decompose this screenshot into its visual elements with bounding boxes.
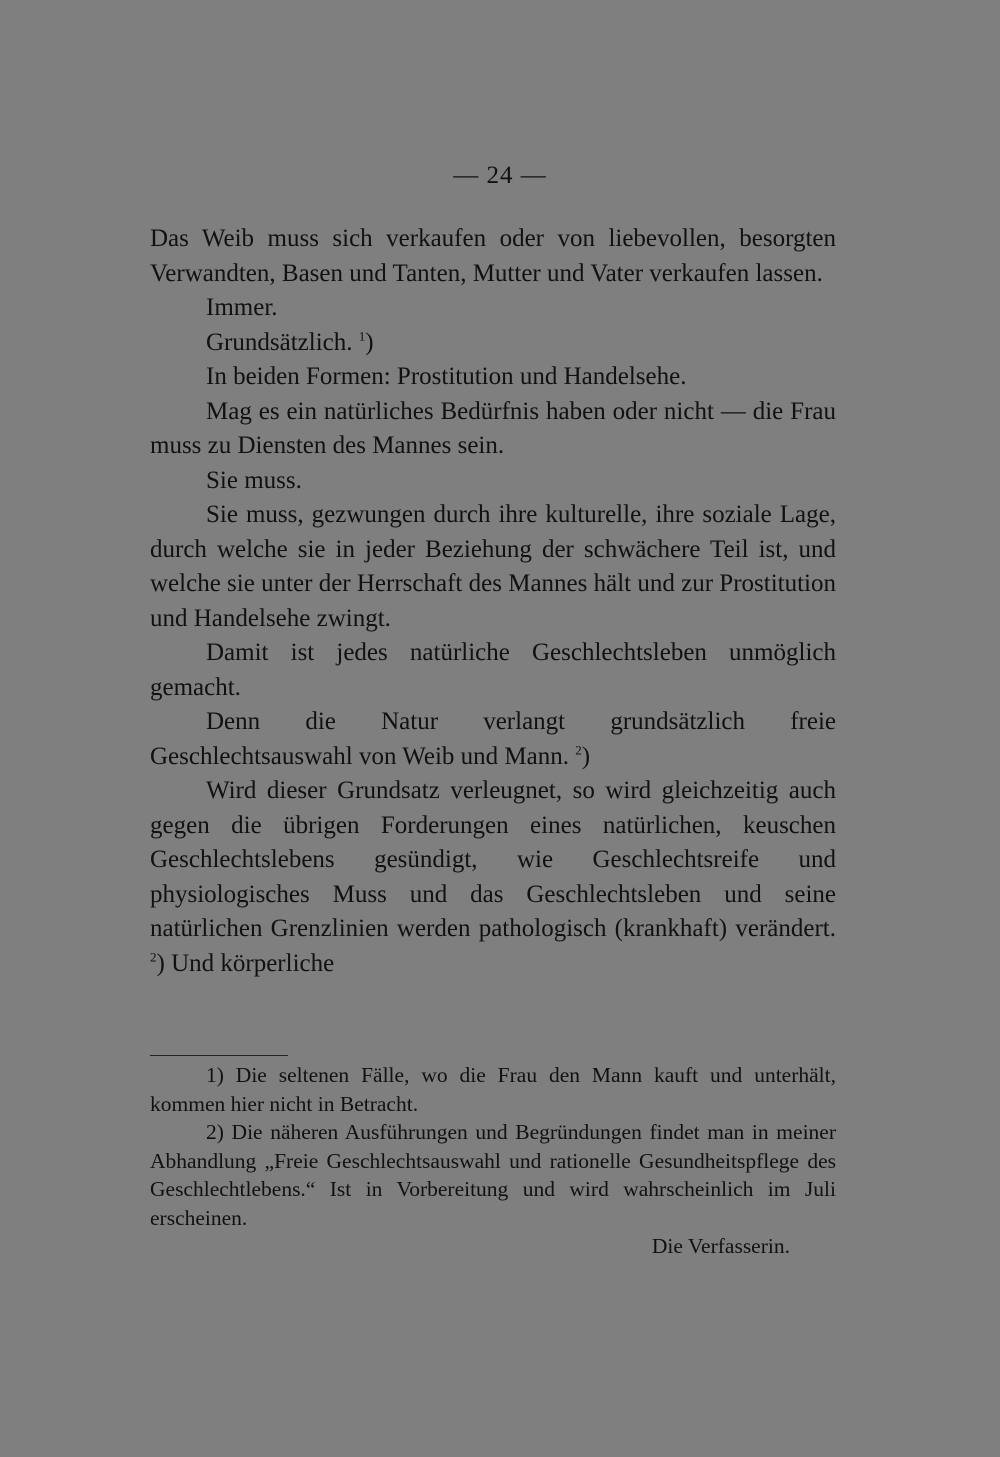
paragraph-5: Mag es ein natürliches Bedürfnis haben oder nicht — die Frau muss zu Diensten des Mannes sein. [150,397,836,459]
paragraph-1: Das Weib muss sich verkaufen oder von liebevollen, besorgten Verwandten, Basen und Tanten, Mutter und Vater verkaufen lassen. [150,225,836,287]
paragraph-3: Grundsätzlich. $^1$) [206,328,374,356]
footnote-ref-1: 1 [358,328,366,344]
paragraph-6: Sie muss. [206,466,302,494]
footnote-2: 2) Die näheren Ausführungen und Begründungen findet man in meiner Abhandlung „Freie Geschlechtsauswahl und rationelle Gesundheitspflege des Geschlechtlebens.“ Ist in Vorbereitung und wird wahrscheinlich im Juli erscheinen. [150,1120,836,1230]
footnote-separator [150,1055,288,1056]
paragraph-4: In beiden Formen: Prostitution und Handelsehe. [206,363,687,390]
paragraph-7: Sie muss, gezwungen durch ihre kulturelle, ihre soziale Lage, durch welche sie in jeder Beziehung der schwächere Teil ist, und welche sie unter der Herrschaft des Mannes hält und zur Prostitution und Handelsehe zwingt. [150,501,836,632]
paragraph-10: Wird dieser Grundsatz verleugnet, so wird gleichzeitig auch gegen die übrigen Forderungen eines natürlichen, keuschen Geschlechtslebens gesündigt, wie Geschlechtsreife und physiologisches Muss und das Geschlechtsleben und seine natürlichen Grenzlinien werden pathologisch (krankhaft) verändert. $^2$) Und körperliche [150,777,836,977]
paragraph-9: Denn die Natur verlangt grundsätzlich freie Geschlechtsauswahl von Weib und Mann. $^2$) [150,708,836,770]
signature: Die Verfasserin. [651,1234,790,1258]
page-number: — 24 — [453,162,547,189]
paragraph-8: Damit ist jedes natürliche Geschlechtsleben unmöglich gemacht. [150,639,836,701]
main-text [150,222,836,981]
footnote-ref-2b: 2 [150,949,157,965]
footnotes [150,1061,836,1261]
paragraph-2: Immer. [206,294,278,321]
footnote-1: 1) Die seltenen Fälle, wo die Frau den Mann kauft und unterhält, kommen hier nicht in Betracht. [150,1063,836,1116]
footnote-ref-2: 2 [575,742,582,758]
